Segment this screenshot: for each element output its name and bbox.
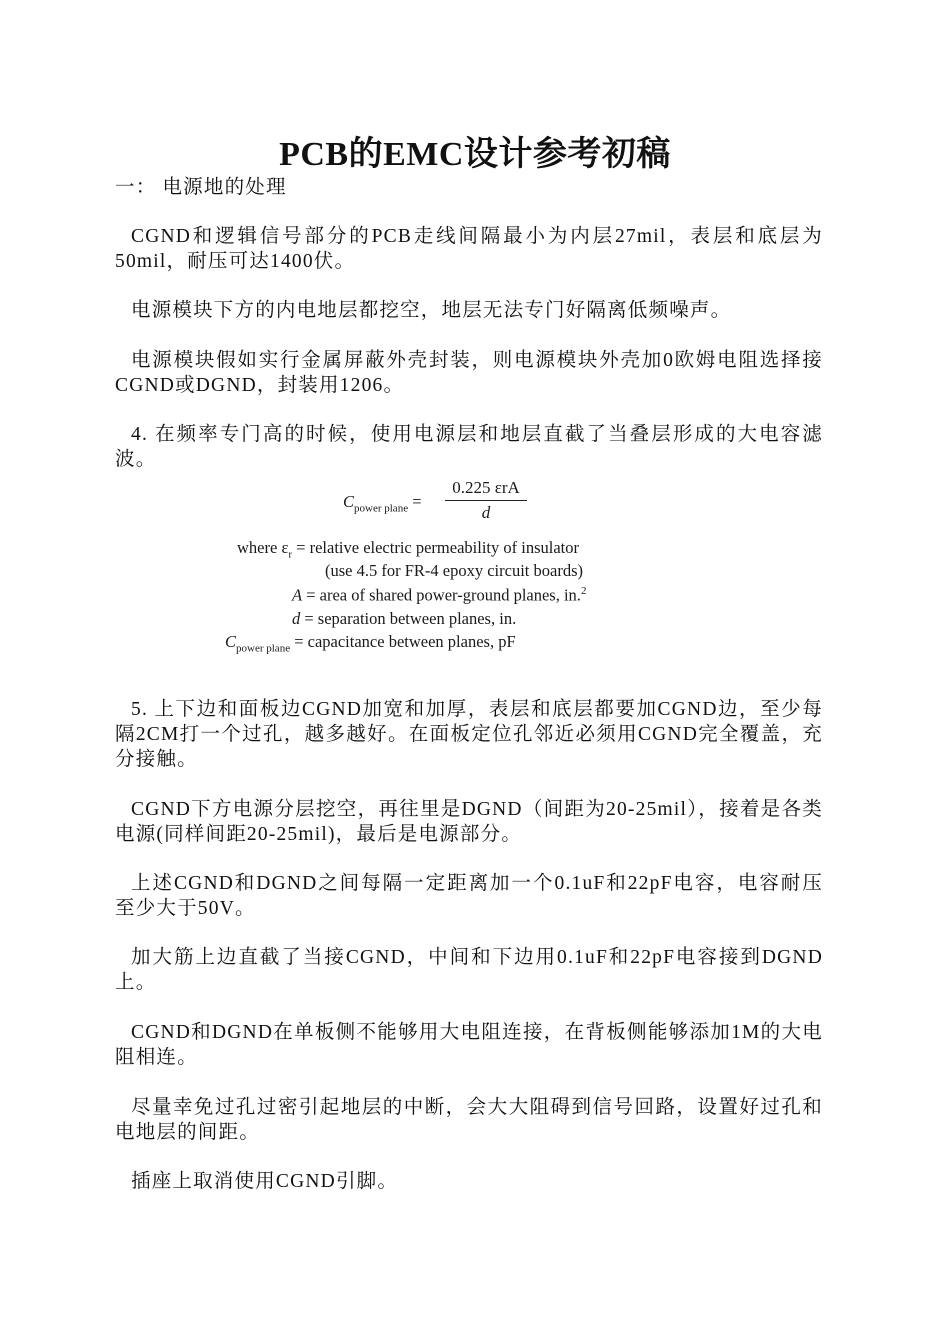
paragraph-stiffener: 加大筋上边直截了当接CGND，中间和下边用0.1uF和22pF电容接到DGND上。 (115, 947, 823, 993)
formula-numerator: 0.225 εrA (445, 478, 527, 501)
paragraph-bypass-capacitors: 上述CGND和DGND之间每隔一定距离加一个0.1uF和22pF电容，电容耐压至少大于50V。 (115, 873, 823, 919)
formula-denominator: d (481, 503, 491, 522)
paragraph-shielded-module: 电源模块假如实行金属屏蔽外壳封装，则电源模块外壳加0欧姆电阻选择接CGND或DGND，封装用1206。 (115, 350, 823, 396)
paragraph-connector-pins: 插座上取消使用CGND引脚。 (131, 1171, 399, 1192)
formula-eps-definition: where $\varepsilon_r$ = relative electric permeability of insulator (237, 538, 579, 561)
paragraph-resistor-connection: CGND和DGND在单板侧不能够用大电阻连接，在背板侧能够添加1M的大电阻相连。 (115, 1022, 823, 1068)
formula-area-definition: A = area of shared power-ground planes, in.$^2$ (292, 585, 587, 605)
paragraph-power-module-cutout: 电源模块下方的内电地层都挖空，地层无法专门好隔离低频噪声。 (131, 300, 732, 321)
formula-lhs: $C_{power plane}$ = (343, 492, 422, 515)
paragraph-plane-capacitance: 4. 在频率专门高的时候，使用电源层和地层直截了当叠层形成的大电容滤波。 (115, 424, 823, 470)
document-title: PCB的EMC设计参考初稿 (279, 136, 671, 173)
formula-fraction (445, 478, 527, 523)
formula-d-definition: d = separation between planes, in. (292, 609, 517, 628)
section-heading: 一： 电源地的处理 (115, 177, 287, 198)
paragraph-via-density: 尽量幸免过孔过密引起地层的中断，会大大阻碍到信号回路，设置好过孔和电地层的间距。 (115, 1097, 823, 1143)
paragraph-cgnd-spacing: CGND和逻辑信号部分的PCB走线间隔最小为内层27mil，表层和底层为50mil，耐压可达1400伏。 (115, 226, 823, 272)
formula-eps-note: (use 4.5 for FR-4 epoxy circuit boards) (325, 561, 583, 580)
capacitance-formula-figure (225, 478, 655, 658)
paragraph-layer-cutout: CGND下方电源分层挖空，再往里是DGND（间距为20-25mil），接着是各类电源(同样间距20-25mil)，最后是电源部分。 (115, 799, 823, 845)
paragraph-cgnd-edges: 5. 上下边和面板边CGND加宽和加厚，表层和底层都要加CGND边，至少每隔2CM打一个过孔，越多越好。在面板定位孔邻近必须用CGND完全覆盖，充分接触。 (115, 699, 823, 770)
formula-c-definition: $C_{power plane}$ = capacitance between planes, pF (225, 632, 516, 655)
